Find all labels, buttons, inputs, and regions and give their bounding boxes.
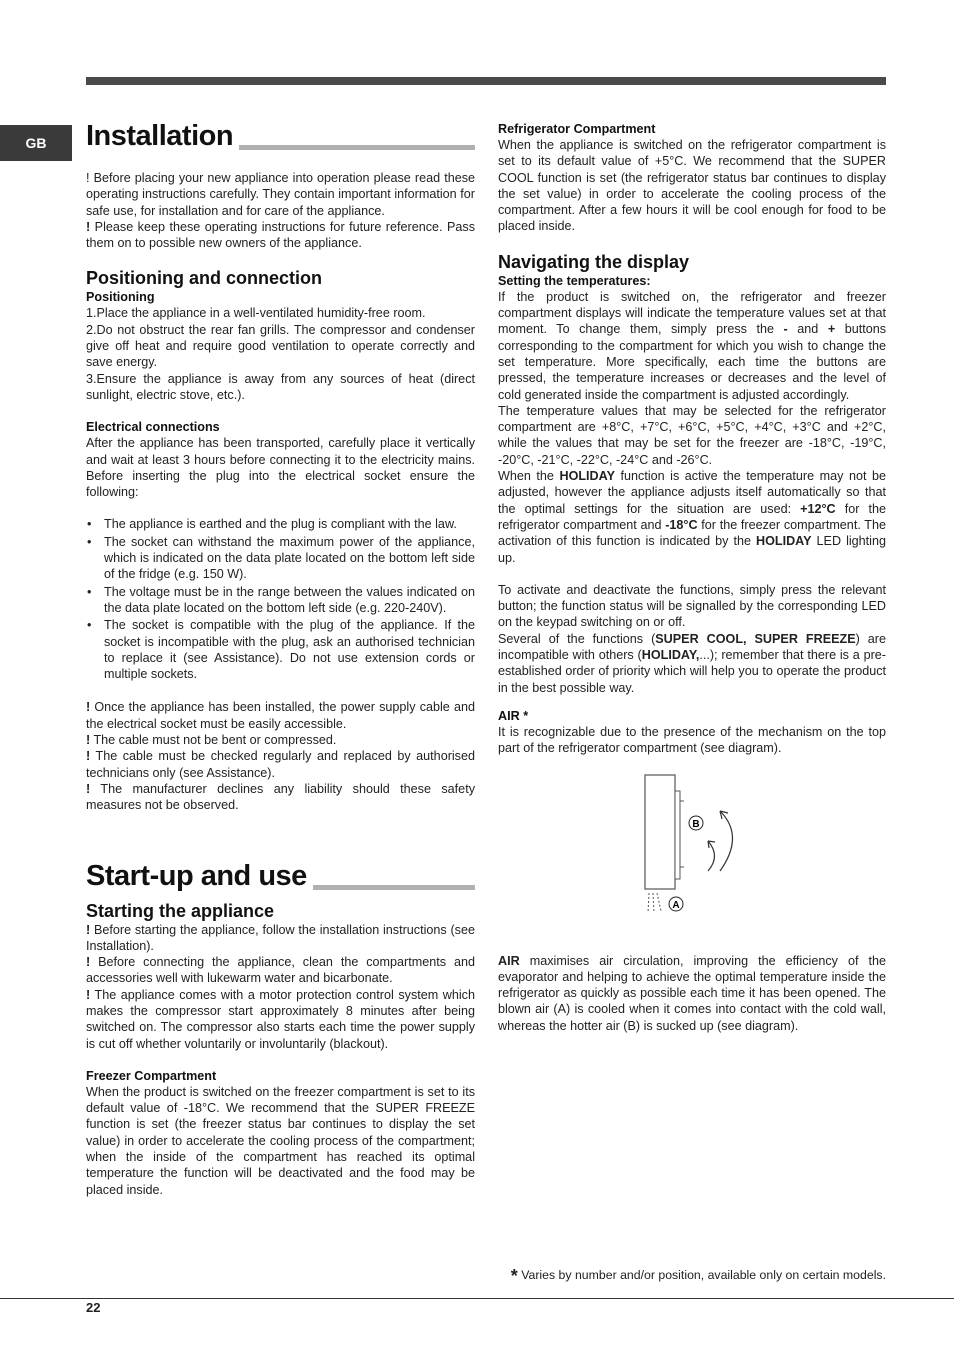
warning-paragraph: ! Once the appliance has been installed, the power supply cable and the electrical socket must be easily accessible.: [86, 700, 475, 731]
activate-paragraph: To activate and deactivate the functions, simply press the relevant button; the function status will be signalled by the corresponding LED on the keypad switching on or off.: [498, 582, 886, 630]
startup-paragraph: ! Before starting the appliance, follow the installation instructions (see Installation).: [86, 922, 475, 953]
fridge-airflow-diagram: [498, 771, 886, 931]
air-intro: It is recognizable due to the presence of the mechanism on the top part of the refrigerator compartment (see diagram).: [498, 724, 886, 756]
fridge-heading: Refrigerator Compartment: [498, 122, 656, 136]
intro-paragraph: ! Before placing your new appliance into operation please read these operating instructions carefully. They contain important information for safe use, for installation and for care of the appliance.: [86, 171, 475, 218]
setting-temps-heading: Setting the temperatures:: [498, 273, 651, 288]
list-item: • The appliance is earthed and the plug is compliant with the law.: [104, 516, 475, 532]
positioning-connection-heading: Positioning and connection: [86, 268, 322, 289]
electrical-intro: After the appliance has been transported, carefully place it vertically and wait at least 3 hours before connecting it to the electricity mains. Before inserting the plug into the electrical socket ensure the following:: [86, 436, 475, 500]
intro-paragraph-2: ! Please keep these operating instructions for future reference. Pass them on to possible new owners of the appliance.: [86, 219, 475, 251]
list-item: • The socket is compatible with the plug of the appliance. If the socket is incompatible with the plug, ask an authorised technician to replace it (see Assistance). Do not use extension cords or multiple sockets.: [104, 617, 475, 682]
air-description: AIR maximises air circulation, improving the efficiency of the evaporator and helping to achieve the optimal temperature inside the refrigerator as quickly as possible each time it has been opened. The blown air (A) is cooled when it comes into contact with the cold wall, whereas the hotter air (B) is sucked up (see diagram).: [498, 953, 886, 1033]
footnote: * Varies by number and/or position, available only on certain models.: [510, 1266, 886, 1286]
nav-paragraph-1: If the product is switched on, the refrigerator and freezer compartment displays will indicate the temperature values set at that moment. To change them, simply press the - and + buttons corresponding to the compartment for which you wish to change the set temperature. More specifically, each time the buttons are pressed, the temperature increases or decreases and the level of cold generated inside the compartment is adjusted accordingly.: [498, 289, 887, 402]
startup-paragraph: ! The appliance comes with a motor protection control system which makes the compressor start approximately 8 minutes after being switched on. The compressor also starts each time the power supply is cut off whether voluntarily or involuntarily (blackout).: [86, 987, 475, 1051]
warning-paragraph: ! The cable must not be bent or compressed.: [86, 733, 337, 748]
nav-paragraph-2: The temperature values that may be selected for the refrigerator compartment are +8°C, +7°C, +6°C, +5°C, +4°C, +3°C and +2°C, while the values that may be set for the freezer are -18°C, -19°C, -20°C, -21°C, -22°C, -24°C and -26°C.: [498, 403, 886, 467]
fridge-text: When the appliance is switched on the refrigerator compartment is set to its default value of +5°C. We recommend that the SUPER COOL function is set (the refrigerator status bar continues to display the set value) in order to accelerate the cooling process of the compartment. After a few hours it will be cool enough for food to be placed inside.: [498, 138, 886, 234]
air-diagram: [498, 771, 886, 931]
warning-paragraph: ! The cable must be checked regularly and replaced by authorised technicians only (see Assistance).: [86, 749, 475, 780]
top-bar: [86, 77, 886, 85]
freezer-heading: Freezer Compartment: [86, 1068, 217, 1083]
freezer-text: When the product is switched on the freezer compartment is set to its default value of -18°C. We recommend that the SUPER FREEZE function is set (the freezer status bar continues to display the set value) in order to accelerate the cooling process of the compartment; when the inside of the compartment has reached its optimal temperature the function will be deactivated and the food may be placed inside.: [86, 1084, 475, 1197]
list-item: • The voltage must be in the range between the values indicated on the data plate located on the bottom left side (e.g. 220-240V).: [104, 584, 475, 617]
installation-title: Installation: [86, 118, 475, 154]
electrical-heading: Electrical connections: [86, 420, 220, 435]
positioning-step-3: 3.Ensure the appliance is away from any sources of heat (direct sunlight, electric stove, etc.).: [86, 371, 475, 402]
startup-title: Start-up and use: [86, 858, 475, 894]
electrical-checklist: [86, 516, 475, 682]
startup-paragraph: ! Before connecting the appliance, clean the compartments and accessories well with lukewarm water and bicarbonate.: [86, 955, 475, 986]
starting-appliance-heading: Starting the appliance: [86, 900, 275, 921]
left-column: [86, 118, 475, 1198]
right-column: [498, 121, 886, 1034]
warning-paragraph: ! The manufacturer declines any liability should these safety measures not be observed.: [86, 781, 475, 813]
positioning-step-1: 1.Place the appliance in a well-ventilated humidity-free room.: [86, 306, 426, 321]
label-b: B: [692, 818, 700, 830]
page-number: 22: [86, 1300, 101, 1315]
language-tab: GB: [0, 125, 72, 161]
positioning-heading: Positioning: [86, 290, 155, 305]
holiday-paragraph: When the HOLIDAY function is active the temperature may not be adjusted, however the appliance adjusts itself automatically so that the optimal settings for the situation are used: +12°C for the refrigerator compartment and -18°C for the freezer compartment. The activation of this function is indicated by the HOLIDAY LED lighting up.: [498, 469, 887, 565]
compatibility-paragraph: Several of the functions (SUPER COOL, SUPER FREEZE) are incompatible with others (HOLIDAY,...); remember that there is a pre-established order of priority which will help you to operate the product in the best possible way.: [498, 631, 886, 695]
label-a: A: [672, 899, 680, 911]
bottom-rule: [0, 1298, 954, 1299]
positioning-step-2: 2.Do not obstruct the rear fan grills. The compressor and condenser give off heat and require good ventilation to operate correctly and save energy.: [86, 322, 475, 370]
air-heading: AIR *: [498, 708, 529, 723]
nav-display-heading: Navigating the display: [498, 251, 690, 272]
list-item: • The socket can withstand the maximum power of the appliance, which is indicated on the data plate located on the bottom left side of the fridge (e.g. 150 W).: [104, 534, 475, 583]
